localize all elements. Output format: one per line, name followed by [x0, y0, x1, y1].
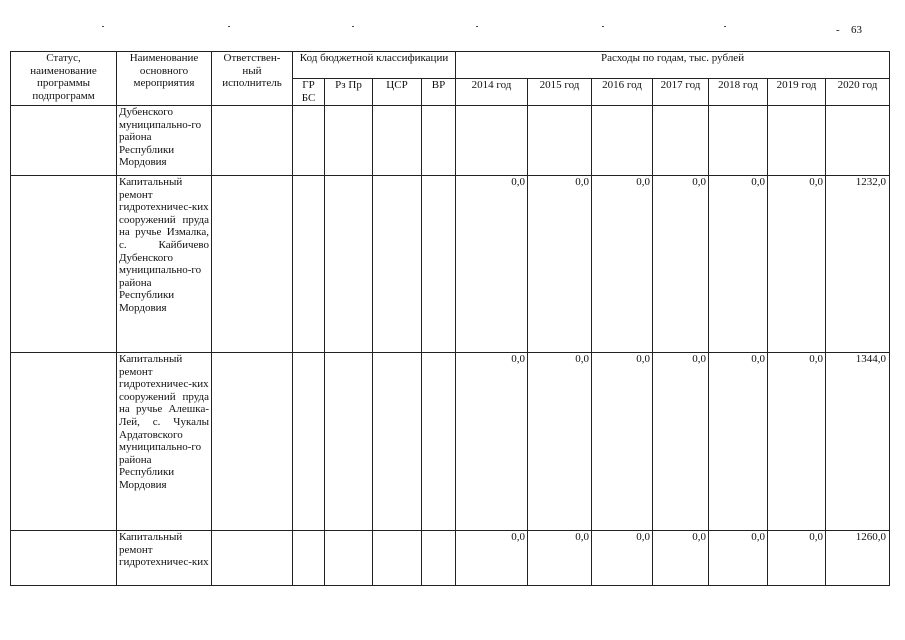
page-number-dash: -: [836, 24, 840, 36]
cell-value-2019: 0,0: [768, 531, 826, 586]
cell-status: [11, 531, 117, 586]
scan-speck: [476, 26, 478, 27]
header-vr: ВР: [422, 79, 456, 106]
table-row: [11, 176, 890, 353]
scan-speck: [228, 26, 230, 27]
header-year-2014: 2014 год: [456, 79, 528, 106]
cell-value-2020: 1260,0: [826, 531, 890, 586]
header-name: Наименование основного мероприятия: [117, 52, 212, 106]
header-year-2017: 2017 год: [653, 79, 709, 106]
cell-csr: [373, 531, 422, 586]
cell-grbs: [293, 176, 325, 353]
cell-value-2014: 0,0: [456, 531, 528, 586]
cell-rzpr: [325, 106, 373, 176]
cell-value-2019: 0,0: [768, 176, 826, 353]
cell-value-2017: 0,0: [653, 531, 709, 586]
cell-value-2016: 0,0: [592, 353, 653, 531]
scan-speck: [602, 26, 604, 27]
cell-activity-name: Капитальный ремонт гидротехничес-ких: [117, 531, 212, 586]
cell-activity-name: Капитальный ремонт гидротехничес-ких сооружений пруда на ручье Алешка-Лей, с. Чукалы Ардатовского муниципально-го района Республики Мордовия: [117, 353, 212, 531]
cell-value-2018: 0,0: [709, 176, 768, 353]
cell-responsible: [212, 531, 293, 586]
cell-vr: [422, 531, 456, 586]
table-body: [11, 106, 890, 586]
cell-csr: [373, 106, 422, 176]
cell-value-2014: [456, 106, 528, 176]
scan-speck: [724, 26, 726, 27]
cell-activity-name: Дубенского муниципально-го района Республики Мордовия: [117, 106, 212, 176]
cell-value-2015: 0,0: [528, 176, 592, 353]
cell-status: [11, 106, 117, 176]
cell-value-2018: [709, 106, 768, 176]
cell-value-2016: [592, 106, 653, 176]
cell-vr: [422, 106, 456, 176]
cell-grbs: [293, 106, 325, 176]
cell-rzpr: [325, 353, 373, 531]
header-year-2015: 2015 год: [528, 79, 592, 106]
cell-vr: [422, 176, 456, 353]
cell-status: [11, 176, 117, 353]
table-header: [11, 52, 890, 106]
budget-table: [10, 51, 890, 586]
table-row: [11, 353, 890, 531]
cell-value-2014: 0,0: [456, 176, 528, 353]
cell-value-2020: 1344,0: [826, 353, 890, 531]
cell-responsible: [212, 353, 293, 531]
scan-speck: [102, 26, 104, 27]
table-row: [11, 106, 890, 176]
header-budget-code: Код бюджетной классификации: [293, 52, 456, 79]
cell-value-2017: 0,0: [653, 176, 709, 353]
cell-vr: [422, 353, 456, 531]
cell-value-2017: 0,0: [653, 353, 709, 531]
header-year-2018: 2018 год: [709, 79, 768, 106]
header-csr: ЦСР: [373, 79, 422, 106]
cell-csr: [373, 353, 422, 531]
cell-activity-name: Капитальный ремонт гидротехничес-ких сооружений пруда на ручье Измалка, с. Кайбичево Дубенского муниципально-го района Республики Мордовия: [117, 176, 212, 353]
table-row: [11, 531, 890, 586]
cell-value-2017: [653, 106, 709, 176]
header-rzpr: Рз Пр: [325, 79, 373, 106]
cell-rzpr: [325, 531, 373, 586]
cell-value-2015: [528, 106, 592, 176]
header-grbs: ГР БС: [293, 79, 325, 106]
header-year-2020: 2020 год: [826, 79, 890, 106]
cell-value-2018: 0,0: [709, 531, 768, 586]
cell-value-2015: 0,0: [528, 531, 592, 586]
cell-value-2016: 0,0: [592, 176, 653, 353]
header-responsible: Ответствен-ный исполнитель: [212, 52, 293, 106]
cell-value-2014: 0,0: [456, 353, 528, 531]
cell-value-2018: 0,0: [709, 353, 768, 531]
page-number: 63: [851, 24, 862, 36]
cell-value-2019: 0,0: [768, 353, 826, 531]
header-year-2019: 2019 год: [768, 79, 826, 106]
cell-rzpr: [325, 176, 373, 353]
cell-value-2015: 0,0: [528, 353, 592, 531]
cell-value-2019: [768, 106, 826, 176]
cell-grbs: [293, 531, 325, 586]
header-status: Статус, наименование программы подпрограмм: [11, 52, 117, 106]
cell-csr: [373, 176, 422, 353]
cell-value-2020: [826, 106, 890, 176]
scan-speck: [352, 26, 354, 27]
cell-status: [11, 353, 117, 531]
cell-grbs: [293, 353, 325, 531]
header-year-2016: 2016 год: [592, 79, 653, 106]
header-expenses: Расходы по годам, тыс. рублей: [456, 52, 890, 79]
cell-responsible: [212, 106, 293, 176]
cell-responsible: [212, 176, 293, 353]
cell-value-2020: 1232,0: [826, 176, 890, 353]
cell-value-2016: 0,0: [592, 531, 653, 586]
